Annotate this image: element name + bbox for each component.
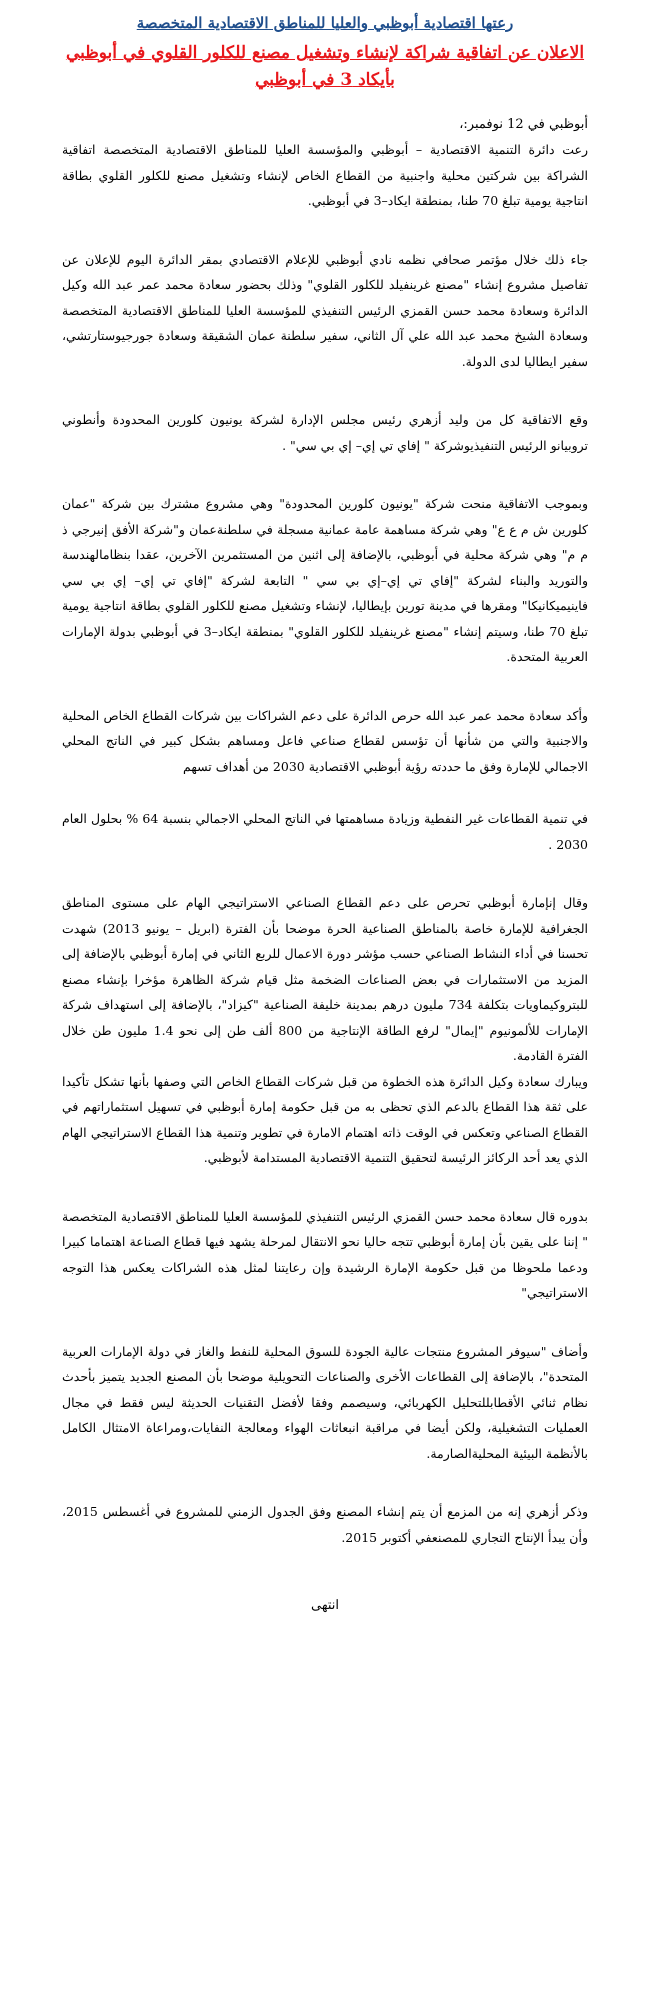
closing-mark: انتهى (311, 1598, 339, 1613)
page-title: الاعلان عن اتفاقية شراكة لإنشاء وتشغيل مصنع للكلور القلوي في أبوظبي بأيكاد 3 في أبوظبي (65, 43, 585, 90)
paragraph-7: وقال إنإمارة أبوظبي تحرص على دعم القطاع الصناعي الاستراتيجي الهام على مستوى المناطق الجغرافية للإمارة خاصة بالمناطق الصناعية الحرة موضحا بأن الفترة (ابريل – يونيو 2013) شهدت تحسنا في أداء النشاط الصناعي حسب مؤشر دورة الاعمال للربع الثاني في إمارة أبوظبي بالإضافة إلى المزيد من الاستثمارات في بعض الصناعات الضخمة مثل قيام شركة الظاهرة مؤخرا بإنشاء مصنع للبتروكيماويات بتكلفة 734 مليون درهم بمدينة خليفة الصناعية "كيزاد"، بالإضافة إلى استهداف شركة الإمارات للألمونيوم "إيمال" لرفع الطاقة الإنتاجية من 800 ألف طن إلى نحو 1.4 مليون طن خلال الفترة القادمة. (62, 895, 588, 1063)
paragraph-9: بدوره قال سعادة محمد حسن القمزي الرئيس التنفيذي للمؤسسة العليا للمناطق الاقتصادية المتخصصة " إننا على يقين بأن إمارة أبوظبي تتجه حاليا نحو الانتقال لمرحلة يشهد فيها قطاع الصناعة اهتماما كبيرا ودعما ملحوظا من قبل حكومة الإمارة الرشيدة وإن رعايتنا لمثل هذه الشراكات يعكس هذا التوجه الاستراتيجي" (62, 1208, 588, 1300)
paragraph-1: رعت دائرة التنمية الاقتصادية – أبوظبي والمؤسسة العليا للمناطق الاقتصادية المتخصصة اتفاقية الشراكة بين شركتين محلية واجنبية من القطاع الخاص لإنشاء وتشغيل مصنع للكلور القلوي بطاقة انتاجية يومية تبلغ 70 طنا، بمنطقة ايكاد–3 في أبوظبي. (62, 142, 588, 208)
paragraph-5: وأكد سعادة محمد عمر عبد الله حرص الدائرة على دعم الشراكات بين شركات القطاع الخاص المحلية والاجنبية والتي من شأنها أن تؤسس لقطاع صناعي فاعل ومساهم بشكل كبير في الناتج المحلي الاجمالي للإمارة وفق ما حددته رؤية أبوظبي الاقتصادية 2030 من أهداف تسهم (62, 707, 588, 774)
paragraph-6: في تنمية القطاعات غير النفطية وزيادة مساهمتها في الناتج المحلي الاجمالي بنسبة 64 % بحلول العام 2030 . (62, 811, 589, 852)
paragraph-8: ويبارك سعادة وكيل الدائرة هذه الخطوة من قبل شركات القطاع الخاص التي وصفها بأنها تشكل تأكيدا على ثقة هذا القطاع بالدعم الذي تحظى به من قبل حكومة إمارة أبوظبي في تسهيل استثماراتهم في القطاع الصناعي وتعكس في الوقت ذاته اهتمام الامارة في تطوير وتنمية هذا القطاع الاستراتيجي الهام الذي يعد أحد الركائز الرئيسة لتحقيق التنمية الاقتصادية المستدامة لأبوظبي. (62, 1073, 588, 1165)
header-subtitle: رعتها اقتصادية أبوظبي والعليا للمناطق الاقتصادية المتخصصة (136, 14, 514, 32)
paragraph-4: وبموجب الاتفاقية منحت شركة "يونيون كلورين المحدودة" وهي مشروع مشترك بين شركة "عمان كلورين ش م ع ع" وهي شركة مساهمة عامة عمانية مسجلة في سلطنةعمان و"شركة الأفق إنيرجي ذ م م" وهي شركة محلية في أبوظبي، بالإضافة إلى اثنين من المستثمرين الآخرين، عقدا بنظامالهندسة والتوريد والبناء لشركة "إفاي تي إي–إي بي سي " التابعة لشركة "إفاي تي إي– إي بي سي فاينيميكانيكا" ومقرها في مدينة تورين بإيطاليا، لإنشاء وتشغيل مصنع للكلور القلوي بطاقة انتاجية يومية تبلغ 70 طنا، وسيتم إنشاء "مصنع غرينفيلد للكلور القلوي" بمنطقة ايكاد–3 في أبوظبي بدولة الإمارات العربية المتحدة. (62, 496, 588, 664)
paragraph-10: وأضاف "سيوفر المشروع منتجات عالية الجودة للسوق المحلية للنفط والغاز في دولة الإمارات العربية المتحدة"، بالإضافة إلى القطاعات الأخرى والصناعات التحويلية موضحا بأن المصنع الجديد يتميز بأحدث نظام ثنائي الأقطابللتحليل الكهربائي، وسيصمم وفقا لأفضل التقنيات الحديثة ليس فقط في مجال العمليات التشغيلية، ولكن أيضا في مراقبة انبعاثات الهواء ومعالجة النفايات،ومراعاة الامتثال الكامل بالأنظمة البيئية المحليةالصارمة. (62, 1343, 588, 1461)
dateline: أبوظبي في 12 نوفمبر:، (459, 117, 588, 132)
paragraph-3: وقع الاتفاقية كل من وليد أزهري رئيس مجلس الإدارة لشركة يونيون كلورين المحدودة وأنطوني تروبيانو الرئيس التنفيذيوشركة " إفاي تي إي– إي بي سي" . (62, 412, 588, 453)
paragraph-11: وذكر أزهري إنه من المزمع أن يتم إنشاء المصنع وفق الجدول الزمني للمشروع في أغسطس 2015، وأن يبدأ الإنتاج التجاري للمصنعفي أكتوبر 2015. (62, 1504, 588, 1545)
paragraph-2: جاء ذلك خلال مؤتمر صحافي نظمه نادي أبوظبي للإعلام الاقتصادي بمقر الدائرة اليوم للإعلان عن تفاصيل مشروع إنشاء "مصنع غرينفيلد للكلور القلوي" وذلك بحضور سعادة محمد عمر عبد الله وكيل الدائرة وسعادة محمد حسن القمزي الرئيس التنفيذي للمؤسسة العليا للمناطق الاقتصادية المتخصصة وسعادة الشيخ محمد عبد الله علي آل الثاني، سفير سلطنة عمان الشقيقة وسعادة جورجيوستارتشي، سفير ايطاليا لدى الدولة. (62, 251, 588, 369)
